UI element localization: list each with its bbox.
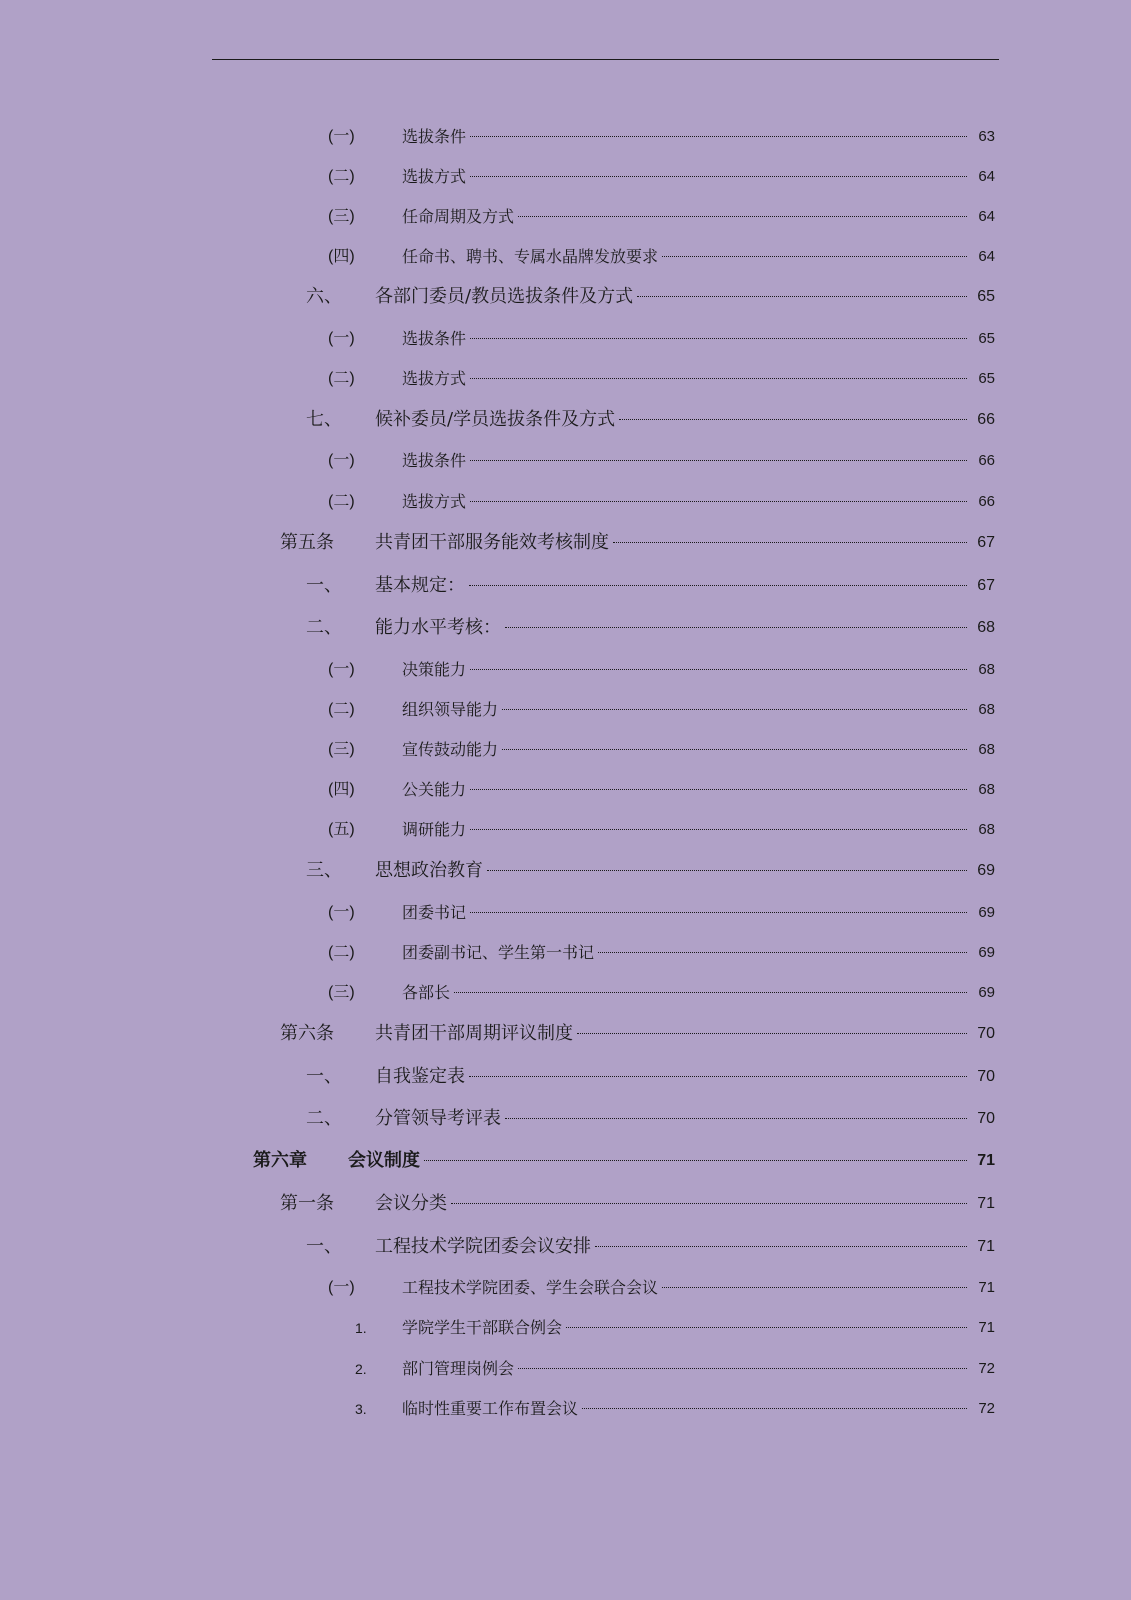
toc-entry-page-number: 68 bbox=[978, 701, 995, 718]
toc-entry-title: 选拔方式 bbox=[402, 167, 467, 186]
toc-entry-title-wrap bbox=[375, 408, 969, 432]
toc-entry[interactable] bbox=[0, 285, 1131, 309]
toc-entry[interactable] bbox=[0, 1022, 1131, 1046]
toc-entry[interactable] bbox=[0, 531, 1131, 555]
toc-entry[interactable] bbox=[0, 738, 1131, 762]
toc-entry-page-number: 64 bbox=[978, 168, 995, 185]
toc-entry-number: 2. bbox=[355, 1361, 367, 1377]
toc-entry-number: 一、 bbox=[306, 575, 342, 596]
toc-entry-title: 候补委员/学员选拔条件及方式 bbox=[375, 409, 616, 430]
dot-leader bbox=[662, 256, 967, 257]
dot-leader bbox=[577, 1033, 967, 1034]
toc-entry[interactable] bbox=[0, 901, 1131, 925]
dot-leader bbox=[487, 870, 967, 871]
dot-leader bbox=[470, 789, 967, 790]
dot-leader bbox=[502, 709, 967, 710]
toc-entry-title: 团委书记 bbox=[402, 903, 467, 922]
dot-leader bbox=[470, 912, 967, 913]
dot-leader bbox=[566, 1327, 967, 1328]
toc-entry-page-number: 66 bbox=[978, 452, 995, 469]
toc-entry[interactable] bbox=[0, 778, 1131, 802]
toc-entry-title: 选拔条件 bbox=[402, 329, 467, 348]
toc-entry-page-number: 69 bbox=[978, 944, 995, 961]
toc-entry-title-wrap bbox=[402, 490, 969, 514]
toc-entry[interactable] bbox=[0, 1235, 1131, 1259]
toc-entry-number: 第六条 bbox=[280, 1023, 334, 1044]
toc-entry-title: 共青团干部服务能效考核制度 bbox=[375, 532, 609, 553]
header-rule bbox=[212, 59, 999, 60]
toc-entry-title-wrap bbox=[402, 1276, 969, 1300]
toc-entry-number: (四) bbox=[328, 781, 355, 798]
toc-entry-title: 选拔方式 bbox=[402, 492, 467, 511]
toc-entry-title: 各部门委员/教员选拔条件及方式 bbox=[375, 286, 634, 307]
toc-entry-title: 调研能力 bbox=[402, 820, 467, 839]
toc-entry-title: 能力水平考核： bbox=[375, 617, 501, 638]
toc-entry-number: 二、 bbox=[306, 1108, 342, 1129]
toc-entry-title: 组织领导能力 bbox=[402, 700, 499, 719]
dot-leader bbox=[505, 1118, 967, 1119]
dot-leader bbox=[470, 176, 967, 177]
toc-entry-title: 基本规定： bbox=[375, 575, 465, 596]
toc-entry-title-wrap bbox=[375, 1107, 969, 1131]
toc-entry-number: (四) bbox=[328, 248, 355, 265]
toc-entry-title: 选拔方式 bbox=[402, 369, 467, 388]
toc-entry-title-wrap bbox=[402, 449, 969, 473]
toc-entry-number: 三、 bbox=[306, 860, 342, 881]
toc-entry-title: 自我鉴定表 bbox=[375, 1066, 465, 1087]
toc-entry-title-wrap bbox=[402, 1357, 969, 1381]
toc-entry-title: 思想政治教育 bbox=[375, 860, 483, 881]
toc-entry-title-wrap bbox=[375, 1022, 969, 1046]
toc-entry-title-wrap bbox=[375, 1235, 969, 1259]
dot-leader bbox=[424, 1160, 967, 1161]
toc-entry-number: (一) bbox=[328, 904, 355, 921]
toc-entry-number: (二) bbox=[328, 168, 355, 185]
dot-leader bbox=[518, 216, 967, 217]
toc-entry-title: 共青团干部周期评议制度 bbox=[375, 1023, 573, 1044]
toc-entry-number: 3. bbox=[355, 1401, 367, 1417]
toc-entry-number: (三) bbox=[328, 984, 355, 1001]
toc-entry-title-wrap bbox=[402, 367, 969, 391]
toc-entry[interactable] bbox=[0, 1397, 1131, 1421]
toc-entry-page-number: 65 bbox=[978, 330, 995, 347]
toc-entry[interactable] bbox=[0, 1357, 1131, 1381]
toc-entry-title: 选拔条件 bbox=[402, 127, 467, 146]
dot-leader bbox=[470, 338, 967, 339]
toc-entry-title-wrap bbox=[348, 1149, 969, 1173]
toc-entry-page-number: 71 bbox=[977, 1238, 995, 1255]
dot-leader bbox=[469, 585, 967, 586]
dot-leader bbox=[619, 419, 967, 420]
toc-entry-title: 会议分类 bbox=[375, 1193, 447, 1214]
dot-leader bbox=[505, 627, 967, 628]
toc-entry-page-number: 64 bbox=[978, 208, 995, 225]
toc-entry[interactable] bbox=[0, 125, 1131, 149]
toc-entry-title: 选拔条件 bbox=[402, 451, 467, 470]
toc-entry-number: 1. bbox=[355, 1320, 367, 1336]
toc-entry[interactable] bbox=[0, 941, 1131, 965]
dot-leader bbox=[595, 1246, 967, 1247]
toc-entry-number: 一、 bbox=[306, 1066, 342, 1087]
toc-entry-page-number: 69 bbox=[978, 904, 995, 921]
toc-entry-page-number: 72 bbox=[978, 1360, 995, 1377]
toc-entry-page-number: 68 bbox=[978, 781, 995, 798]
toc-entry-title-wrap bbox=[402, 981, 969, 1005]
toc-entry-title-wrap bbox=[375, 531, 969, 555]
toc-entry[interactable] bbox=[0, 490, 1131, 514]
toc-entry-page-number: 70 bbox=[977, 1068, 995, 1085]
toc-entry-title-wrap bbox=[375, 1065, 969, 1089]
toc-entry-page-number: 70 bbox=[977, 1110, 995, 1127]
toc-entry-number: (二) bbox=[328, 701, 355, 718]
toc-entry-number: (一) bbox=[328, 128, 355, 145]
toc-entry-title-wrap bbox=[402, 901, 969, 925]
toc-entry[interactable] bbox=[0, 1192, 1131, 1216]
toc-entry-number: (五) bbox=[328, 821, 355, 838]
toc-entry-page-number: 65 bbox=[978, 370, 995, 387]
toc-entry-title-wrap bbox=[375, 285, 969, 309]
toc-entry-page-number: 65 bbox=[977, 288, 995, 305]
toc-entry[interactable] bbox=[0, 981, 1131, 1005]
toc-entry-page-number: 68 bbox=[978, 661, 995, 678]
toc-entry-title-wrap bbox=[402, 738, 969, 762]
toc-entry-title: 分管领导考评表 bbox=[375, 1108, 501, 1129]
dot-leader bbox=[470, 136, 967, 137]
dot-leader bbox=[598, 952, 967, 953]
dot-leader bbox=[470, 501, 967, 502]
toc-entry-number: 第六章 bbox=[253, 1150, 307, 1171]
dot-leader bbox=[470, 829, 967, 830]
dot-leader bbox=[502, 749, 967, 750]
toc-entry-title: 会议制度 bbox=[348, 1150, 420, 1171]
toc-entry-number: 六、 bbox=[306, 286, 342, 307]
toc-entry[interactable] bbox=[0, 1316, 1131, 1340]
toc-entry-page-number: 71 bbox=[977, 1152, 995, 1169]
toc-entry-title-wrap bbox=[402, 245, 969, 269]
toc-entry-page-number: 69 bbox=[977, 862, 995, 879]
toc-entry[interactable] bbox=[0, 367, 1131, 391]
toc-entry-page-number: 67 bbox=[977, 534, 995, 551]
dot-leader bbox=[582, 1408, 967, 1409]
toc-entry-title-wrap bbox=[402, 125, 969, 149]
toc-entry-page-number: 68 bbox=[978, 821, 995, 838]
toc-entry-number: 第一条 bbox=[280, 1193, 334, 1214]
toc-entry-page-number: 70 bbox=[977, 1025, 995, 1042]
toc-entry[interactable] bbox=[0, 1107, 1131, 1131]
toc-entry-page-number: 72 bbox=[978, 1400, 995, 1417]
toc-entry-title-wrap bbox=[402, 658, 969, 682]
toc-entry-number: (一) bbox=[328, 452, 355, 469]
toc-entry-number: (一) bbox=[328, 330, 355, 347]
toc-entry-title: 部门管理岗例会 bbox=[402, 1359, 515, 1378]
toc-entry-number: (一) bbox=[328, 661, 355, 678]
toc-entry-page-number: 63 bbox=[978, 128, 995, 145]
toc-entry[interactable] bbox=[0, 165, 1131, 189]
toc-entry[interactable] bbox=[0, 818, 1131, 842]
dot-leader bbox=[470, 669, 967, 670]
dot-leader bbox=[454, 992, 967, 993]
toc-entry-title: 工程技术学院团委、学生会联合会议 bbox=[402, 1278, 659, 1297]
toc-entry-number: 一、 bbox=[306, 1236, 342, 1257]
toc-entry-title-wrap bbox=[375, 574, 969, 598]
toc-entry[interactable] bbox=[0, 574, 1131, 598]
toc-entry-number: (二) bbox=[328, 370, 355, 387]
toc-entry-title: 任命书、聘书、专属水晶牌发放要求 bbox=[402, 247, 659, 266]
toc-entry-title-wrap bbox=[375, 1192, 969, 1216]
toc-entry-title-wrap bbox=[375, 616, 969, 640]
dot-leader bbox=[470, 460, 967, 461]
toc-entry-number: (三) bbox=[328, 741, 355, 758]
toc-entry[interactable] bbox=[0, 698, 1131, 722]
dot-leader bbox=[637, 296, 967, 297]
toc-entry[interactable] bbox=[0, 245, 1131, 269]
dot-leader bbox=[469, 1076, 967, 1077]
toc-entry-number: (三) bbox=[328, 208, 355, 225]
toc-entry-title-wrap bbox=[402, 165, 969, 189]
toc-entry-title: 公关能力 bbox=[402, 780, 467, 799]
toc-entry-number: (二) bbox=[328, 493, 355, 510]
toc-entry[interactable] bbox=[0, 1065, 1131, 1089]
toc-entry-title-wrap bbox=[402, 698, 969, 722]
toc-entry-page-number: 64 bbox=[978, 248, 995, 265]
toc-entry-title: 宣传鼓动能力 bbox=[402, 740, 499, 759]
toc-entry[interactable] bbox=[0, 1149, 1131, 1173]
toc-entry-page-number: 66 bbox=[977, 411, 995, 428]
toc-entry-title: 工程技术学院团委会议安排 bbox=[375, 1236, 591, 1257]
toc-entry[interactable] bbox=[0, 658, 1131, 682]
toc-entry[interactable] bbox=[0, 205, 1131, 229]
toc-entry-number: (二) bbox=[328, 944, 355, 961]
toc-entry-title-wrap bbox=[402, 778, 969, 802]
toc-entry-title: 决策能力 bbox=[402, 660, 467, 679]
toc-entry-title-wrap bbox=[402, 327, 969, 351]
toc-entry[interactable] bbox=[0, 616, 1131, 640]
toc-entry-title: 团委副书记、学生第一书记 bbox=[402, 943, 595, 962]
toc-entry[interactable] bbox=[0, 1276, 1131, 1300]
toc-entry-page-number: 71 bbox=[977, 1195, 995, 1212]
dot-leader bbox=[662, 1287, 967, 1288]
toc-entry[interactable] bbox=[0, 859, 1131, 883]
toc-entry-number: 二、 bbox=[306, 617, 342, 638]
toc-entry-title: 学院学生干部联合例会 bbox=[402, 1318, 563, 1337]
dot-leader bbox=[470, 378, 967, 379]
toc-entry-title-wrap bbox=[402, 818, 969, 842]
dot-leader bbox=[613, 542, 967, 543]
dot-leader bbox=[451, 1203, 967, 1204]
toc-entry-page-number: 71 bbox=[978, 1319, 995, 1336]
toc-entry-title: 任命周期及方式 bbox=[402, 207, 515, 226]
toc-entry-page-number: 68 bbox=[978, 741, 995, 758]
toc-entry-title-wrap bbox=[402, 205, 969, 229]
toc-entry-title: 临时性重要工作布置会议 bbox=[402, 1399, 579, 1418]
toc-entry-title-wrap bbox=[402, 1397, 969, 1421]
toc-entry-number: 第五条 bbox=[280, 532, 334, 553]
toc-entry-page-number: 68 bbox=[977, 619, 995, 636]
dot-leader bbox=[518, 1368, 967, 1369]
toc-entry-page-number: 67 bbox=[977, 577, 995, 594]
toc-entry-page-number: 71 bbox=[978, 1279, 995, 1296]
toc-entry-title-wrap bbox=[402, 941, 969, 965]
toc-entry[interactable] bbox=[0, 449, 1131, 473]
toc-entry-title: 各部长 bbox=[402, 983, 451, 1002]
toc-entry-title-wrap bbox=[402, 1316, 969, 1340]
toc-entry-page-number: 69 bbox=[978, 984, 995, 1001]
toc-entry[interactable] bbox=[0, 408, 1131, 432]
toc-entry-number: (一) bbox=[328, 1279, 355, 1296]
toc-entry-title-wrap bbox=[375, 859, 969, 883]
toc-entry-number: 七、 bbox=[306, 409, 342, 430]
toc-entry-page-number: 66 bbox=[978, 493, 995, 510]
toc-entry[interactable] bbox=[0, 327, 1131, 351]
